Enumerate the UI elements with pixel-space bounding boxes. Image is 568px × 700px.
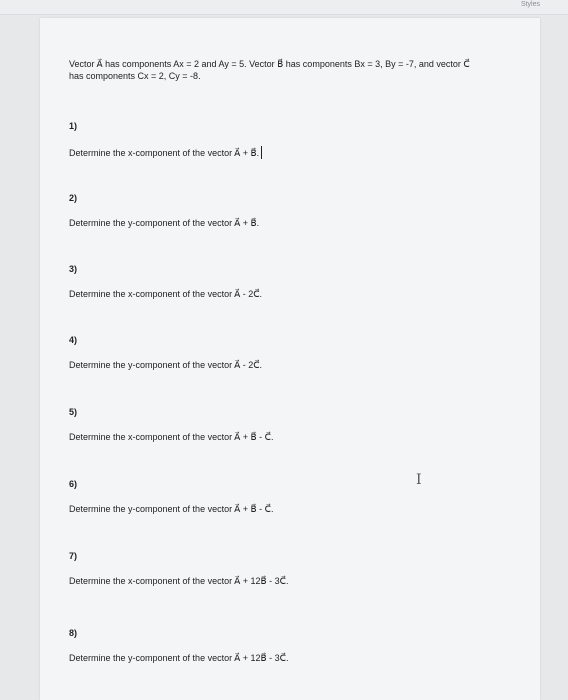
question-2[interactable]	[69, 193, 529, 229]
question-text: Determine the y-component of the vector A⃗ + B⃗ - C⃗.	[69, 504, 274, 514]
question-text: Determine the x-component of the vector A⃗ + 12B⃗ - 3C⃗.	[69, 576, 289, 586]
question-8[interactable]	[69, 628, 529, 664]
question-7[interactable]	[69, 551, 529, 587]
question-number: 3)	[69, 264, 78, 274]
question-number: 8)	[69, 628, 78, 638]
top-toolbar	[0, 0, 568, 15]
question-number: 5)	[69, 407, 78, 417]
text-caret	[261, 146, 262, 159]
question-text: Determine the y-component of the vector A⃗ - 2C⃗.	[69, 360, 263, 370]
intro-line-2: has components Cx = 2, Cy = -8.	[69, 71, 201, 81]
intro-line-1: Vector A⃗ has components Ax = 2 and Ay = 5. Vector B⃗ has components Bx = 3, By = -7, and vector C⃗	[69, 59, 470, 69]
question-4[interactable]	[69, 335, 529, 371]
question-5[interactable]	[69, 407, 529, 443]
document-page[interactable]	[40, 18, 540, 700]
question-number: 4)	[69, 335, 78, 345]
question-6[interactable]	[69, 479, 529, 515]
question-1[interactable]	[69, 121, 529, 159]
styles-button[interactable]: Styles	[520, 1, 540, 8]
question-number: 7)	[69, 551, 78, 561]
question-text: Determine the x-component of the vector A⃗ + B⃗ - C⃗.	[69, 432, 274, 442]
question-text: Determine the y-component of the vector A⃗ + B⃗.	[69, 218, 260, 228]
question-text: Determine the x-component of the vector A⃗ + B⃗.	[69, 148, 260, 158]
question-3[interactable]	[69, 264, 529, 300]
intro-paragraph[interactable]	[69, 58, 539, 82]
i-beam-cursor-icon: I	[416, 472, 422, 488]
question-number: 6)	[69, 479, 78, 489]
question-number: 2)	[69, 193, 78, 203]
question-text: Determine the y-component of the vector A⃗ + 12B⃗ - 3C⃗.	[69, 653, 289, 663]
question-text: Determine the x-component of the vector A⃗ - 2C⃗.	[69, 289, 263, 299]
question-number: 1)	[69, 121, 78, 131]
